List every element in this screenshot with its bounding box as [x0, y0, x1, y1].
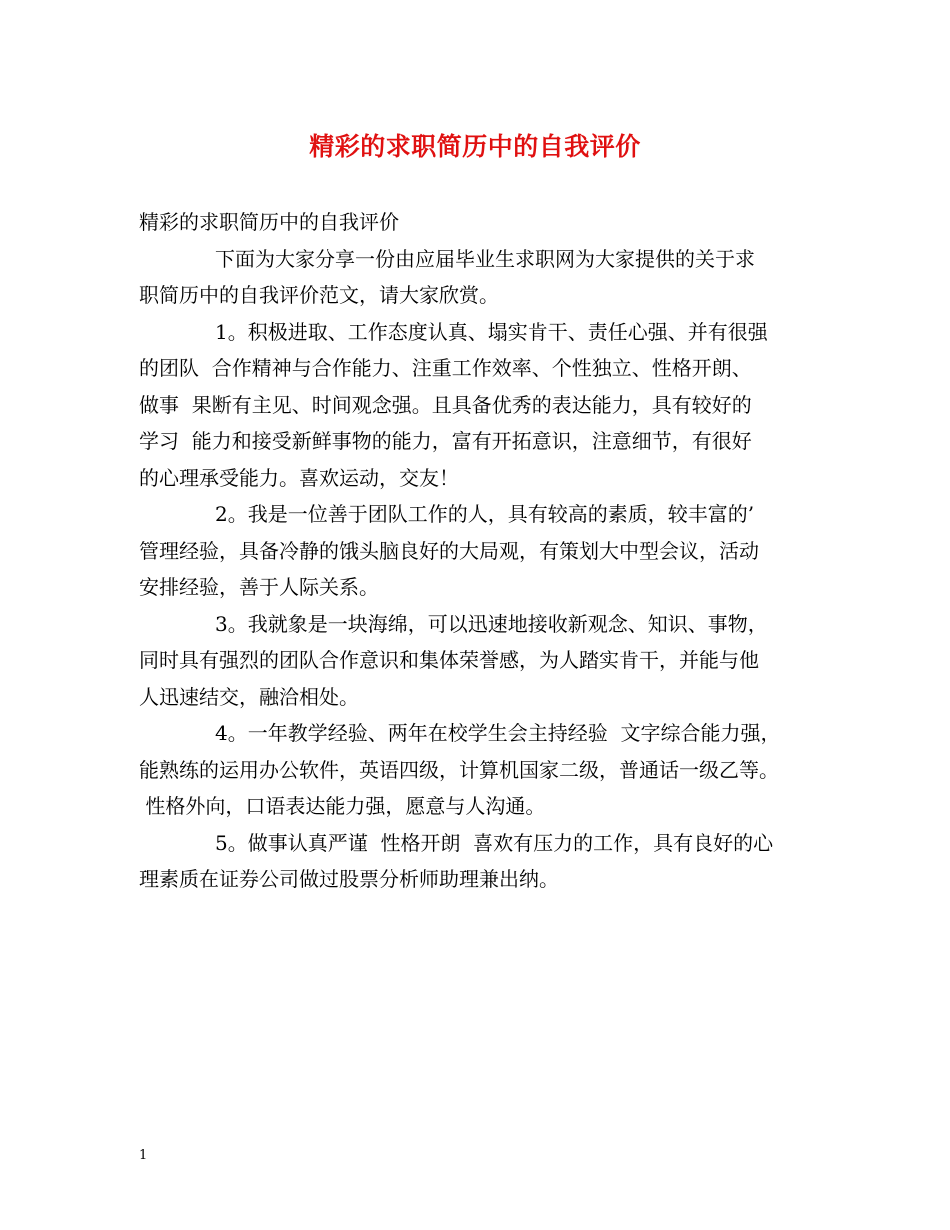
- body-line: 理素质在证券公司做过股票分析师助理兼出纳。: [139, 867, 559, 891]
- body-line: 3。我就象是一块海绵，可以迅速地接收新观念、知识、事物，: [215, 611, 768, 636]
- body-line: 职简历中的自我评价范文，请大家欣赏。: [139, 283, 499, 307]
- body-line: 4。一年教学经验、两年在校学生会主持经验 文字综合能力强，: [215, 721, 781, 745]
- body-line: 1。积极进取、工作态度认真、塌实肯干、责任心强、并有很强: [215, 319, 768, 344]
- body-line: 性格外向，口语表达能力强，愿意与人沟通。: [139, 794, 546, 818]
- body-line: 做事 果断有主见、时间观念强。且具备优秀的表达能力，具有较好的: [139, 392, 752, 417]
- body-line: 2。我是一位善于团队工作的人，具有较高的素质，较丰富的’: [215, 502, 755, 526]
- body-line: 能熟练的运用办公软件，英语四级，计算机国家二级，普通话一级乙等。: [139, 757, 779, 782]
- body-line: 安排经验，善于人际关系。: [139, 575, 379, 599]
- page-number: 1: [139, 1148, 148, 1163]
- body-line: 下面为大家分享一份由应届毕业生求职网为大家提供的关于求: [215, 246, 755, 271]
- body-line: 的团队 合作精神与合作能力、注重工作效率、个性独立、性格开朗、: [139, 356, 752, 380]
- body-line: 同时具有强烈的团队合作意识和集体荣誉感，为人踏实肯干，并能与他: [139, 648, 759, 672]
- body-line: 管理经验，具备冷静的饿头脑良好的大局观，有策划大中型会议，活动: [139, 538, 759, 563]
- document-title: 精彩的求职简历中的自我评价: [309, 132, 641, 161]
- document-body: [139, 204, 839, 898]
- body-line: 5。做事认真严谨 性格开朗 喜欢有压力的工作，具有良好的心: [215, 830, 774, 855]
- body-line: 人迅速结交，融洽相处。: [139, 684, 359, 709]
- body-line: 学习 能力和接受新鲜事物的能力，富有开拓意识，注意细节，有很好: [139, 429, 752, 453]
- document-subtitle: 精彩的求职简历中的自我评价: [139, 210, 399, 234]
- body-line: 的心理承受能力。喜欢运动，交友！: [139, 465, 459, 490]
